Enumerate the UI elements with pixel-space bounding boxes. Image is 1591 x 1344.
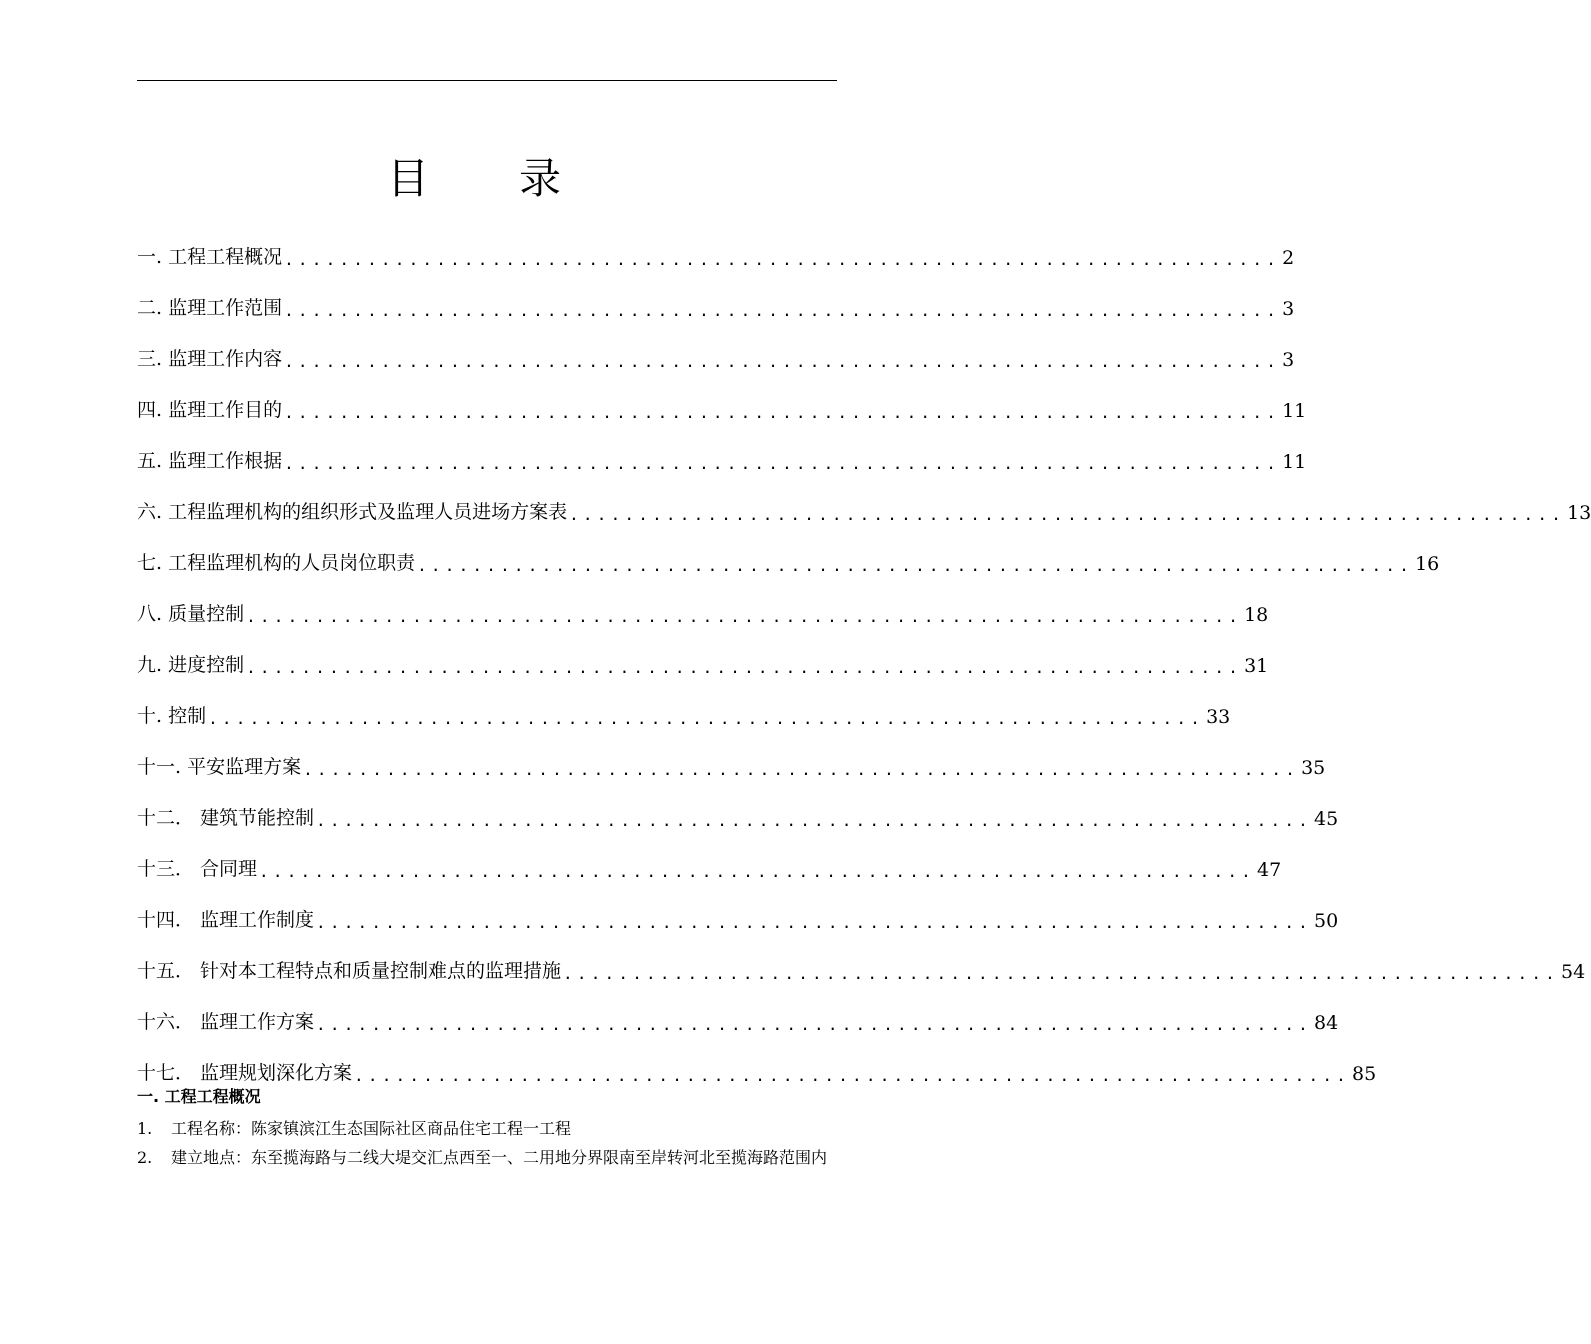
- toc-leader-dots: ........................................................................: [246, 607, 1243, 626]
- toc-leader-dots: ........................................................................: [284, 250, 1281, 269]
- toc-entry-label: 五. 监理工作根据: [137, 450, 283, 472]
- toc-leader-dots: ........................................................................: [284, 352, 1281, 371]
- toc-entry-label: 十. 控制: [137, 705, 207, 727]
- toc-entry-label: 十二． 建筑节能控制: [137, 807, 315, 829]
- section-heading: 一. 工程工程概况: [137, 1087, 261, 1106]
- toc-entry-label: 四. 监理工作目的: [137, 399, 283, 421]
- item-number: 1.: [137, 1119, 153, 1138]
- toc-entry[interactable]: [137, 422, 1307, 473]
- toc-entry-label: 十六． 监理工作方案: [137, 1011, 315, 1033]
- toc-entry-label: 七. 工程监理机构的人员岗位职责: [137, 552, 416, 574]
- toc-page-number: 2: [1282, 247, 1295, 269]
- title-char-2: 录: [519, 154, 564, 203]
- toc-page-number: 11: [1282, 451, 1307, 473]
- toc-leader-dots: ........................................................................: [569, 505, 1566, 524]
- item-label: 建立地点：: [171, 1148, 252, 1167]
- toc-entry-label: 八. 质量控制: [137, 603, 245, 625]
- toc-leader-dots: ........................................................................: [284, 454, 1281, 473]
- toc-page-number: 45: [1314, 808, 1339, 830]
- toc-entry-label: 十七． 监理规划深化方案: [137, 1062, 353, 1084]
- toc-leader-dots: ........................................................................: [316, 811, 1313, 830]
- toc-leader-dots: ........................................................................: [354, 1066, 1351, 1085]
- toc-entry[interactable]: [137, 881, 1339, 932]
- section-overview: [137, 1086, 837, 1172]
- toc-entry[interactable]: [137, 932, 1586, 983]
- toc-entry-label: 十三． 合同理: [137, 858, 258, 880]
- toc-page-number: 16: [1415, 553, 1440, 575]
- toc-entry[interactable]: [137, 320, 1295, 371]
- item-text: 东至揽海路与二线大堤交汇点西至一、二用地分界限南至岸转河北至揽海路范围内: [251, 1148, 828, 1167]
- toc-entry[interactable]: [137, 218, 1295, 269]
- list-item-project-name: [137, 1114, 837, 1143]
- item-number: 2.: [137, 1148, 153, 1167]
- toc-entry-label: 三. 监理工作内容: [137, 348, 283, 370]
- toc-entry[interactable]: [137, 269, 1295, 320]
- toc-leader-dots: ........................................................................: [316, 1015, 1313, 1034]
- toc-entry[interactable]: [137, 371, 1307, 422]
- list-item-location: [137, 1143, 837, 1172]
- toc-page-number: 3: [1282, 349, 1295, 371]
- toc-page-number: 35: [1301, 757, 1326, 779]
- toc-entry[interactable]: [137, 677, 1231, 728]
- toc-page-number: 13: [1567, 502, 1591, 524]
- toc-entry-label: 二. 监理工作范围: [137, 297, 283, 319]
- toc-leader-dots: ........................................................................: [417, 556, 1414, 575]
- toc-entry[interactable]: [137, 575, 1269, 626]
- toc-entry[interactable]: [137, 728, 1326, 779]
- toc-page-number: 18: [1244, 604, 1269, 626]
- toc-leader-dots: ........................................................................: [563, 964, 1560, 983]
- toc-page-number: 47: [1257, 859, 1282, 881]
- toc-page-number: 85: [1352, 1063, 1377, 1085]
- toc-entry-label: 十一. 平安监理方案: [137, 756, 302, 778]
- item-text: 陈家镇滨江生态国际社区商品住宅工程一工程: [251, 1119, 572, 1138]
- toc-page-number: 54: [1561, 961, 1586, 983]
- header-rule: [137, 80, 837, 81]
- toc-leader-dots: ........................................................................: [208, 709, 1205, 728]
- toc-entry-label: 九. 进度控制: [137, 654, 245, 676]
- toc-entry[interactable]: [137, 983, 1339, 1034]
- toc-entry-label: 一. 工程工程概况: [137, 246, 283, 268]
- item-label: 工程名称：: [171, 1119, 252, 1138]
- toc-page-number: 3: [1282, 298, 1295, 320]
- title-char-1: 目: [386, 154, 431, 203]
- toc-entry-label: 六. 工程监理机构的组织形式及监理人员进场方案表: [137, 501, 568, 523]
- toc-leader-dots: ........................................................................: [284, 403, 1281, 422]
- toc-entry[interactable]: [137, 1034, 1377, 1085]
- toc-leader-dots: ........................................................................: [246, 658, 1243, 677]
- toc-leader-dots: ........................................................................: [284, 301, 1281, 320]
- table-of-contents: [137, 218, 1591, 1085]
- page-title: [0, 146, 950, 206]
- toc-page-number: 84: [1314, 1012, 1339, 1034]
- toc-entry[interactable]: [137, 473, 1591, 524]
- toc-leader-dots: ........................................................................: [259, 862, 1256, 881]
- toc-page-number: 11: [1282, 400, 1307, 422]
- toc-entry-label: 十五． 针对本工程特点和质量控制难点的监理措施: [137, 960, 562, 982]
- toc-entry[interactable]: [137, 830, 1282, 881]
- toc-entry-label: 十四． 监理工作制度: [137, 909, 315, 931]
- toc-page-number: 50: [1314, 910, 1339, 932]
- toc-entry[interactable]: [137, 626, 1269, 677]
- toc-entry[interactable]: [137, 524, 1440, 575]
- toc-page-number: 33: [1206, 706, 1231, 728]
- toc-entry[interactable]: [137, 779, 1339, 830]
- toc-leader-dots: ........................................................................: [316, 913, 1313, 932]
- toc-page-number: 31: [1244, 655, 1269, 677]
- toc-leader-dots: ........................................................................: [303, 760, 1300, 779]
